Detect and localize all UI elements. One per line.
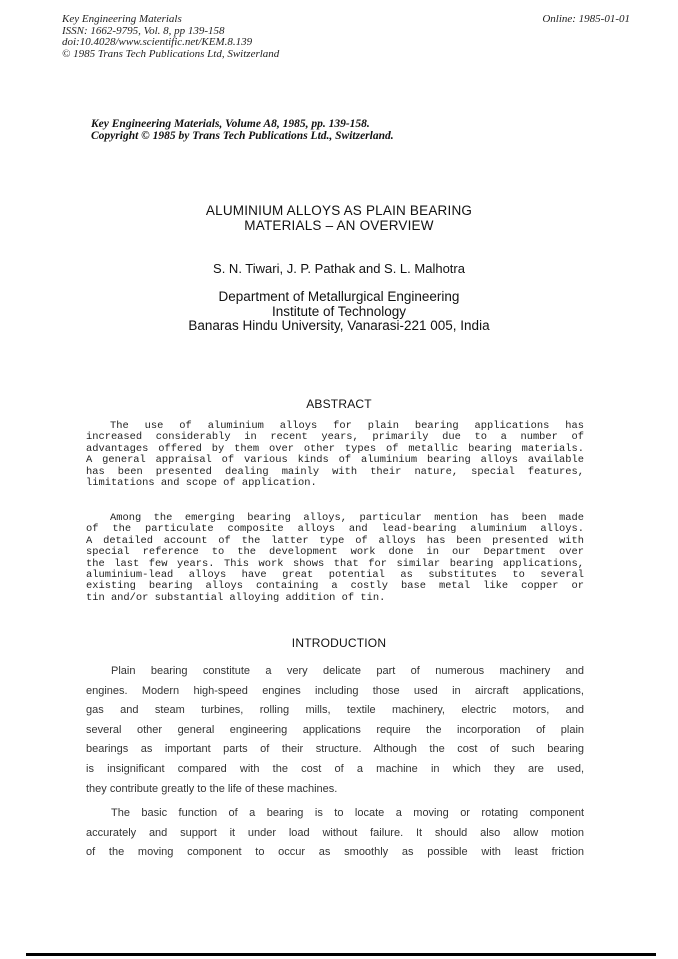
text-line: aluminium-lead alloys have great potential as substitutes to several bbox=[86, 568, 584, 581]
text-line: tin and/or substantial alloying addition of tin. bbox=[86, 591, 386, 604]
text-line: the last few years. This work shows that for similar bearing applications, bbox=[86, 557, 584, 570]
introduction-paragraph-1 bbox=[86, 662, 584, 799]
header-copyright: © 1985 Trans Tech Publications Ltd, Switzerland bbox=[62, 47, 280, 60]
authors: S. N. Tiwari, J. P. Pathak and S. L. Malhotra bbox=[213, 261, 465, 276]
title-line-1: ALUMINIUM ALLOYS AS PLAIN BEARING bbox=[205, 203, 473, 218]
abstract-paragraph-1 bbox=[86, 421, 584, 489]
citation-header bbox=[62, 14, 482, 60]
text-line: of the moving component to occur as smoothly as possible with least friction bbox=[86, 846, 584, 859]
text-line: several other general engineering applications require the incorporation of plain bbox=[86, 723, 584, 736]
header-journal: Key Engineering Materials bbox=[62, 13, 182, 25]
page-bottom-rule bbox=[26, 953, 656, 956]
text-line: A general appraisal of various kinds of aluminium bearing alloys available bbox=[86, 454, 584, 467]
copyright-line: Copyright © 1985 by Trans Tech Publications Ltd., Switzerland. bbox=[91, 130, 394, 142]
header-issn: ISSN: 1662-9795, Vol. 8, pp 139-158 bbox=[62, 24, 225, 37]
text-line: increased considerably in recent years, primarily due to a number of bbox=[86, 431, 584, 444]
text-line: A detailed account of the latter type of alloys has been presented with bbox=[86, 534, 584, 547]
text-line: special reference to the development work done in our Department over bbox=[86, 546, 584, 559]
text-line: engines. Modern high-speed engines including those used in aircraft applications, bbox=[86, 684, 584, 697]
online-date: Online: 1985-01-01 bbox=[542, 13, 630, 25]
text-line: Plain bearing constitute a very delicate part of numerous machinery and bbox=[111, 665, 584, 677]
abstract-paragraph-2 bbox=[86, 513, 584, 604]
journal-reference bbox=[91, 118, 611, 142]
journal-ref-line: Key Engineering Materials, Volume A8, 1985, pp. 139-158. bbox=[91, 118, 370, 130]
affiliation-institute: Institute of Technology bbox=[271, 303, 407, 319]
text-line: limitations and scope of application. bbox=[86, 476, 317, 489]
affiliation bbox=[60, 290, 618, 334]
text-line: advantages offered by them over other types of metallic bearing materials. bbox=[86, 442, 584, 455]
text-line: they contribute greatly to the life of these machines. bbox=[86, 782, 338, 795]
header-doi: doi:10.4028/www.scientific.net/KEM.8.139 bbox=[62, 36, 253, 48]
text-line: Among the emerging bearing alloys, particular mention has been made bbox=[110, 512, 584, 524]
text-line: The basic function of a bearing is to locate a moving or rotating component bbox=[111, 807, 584, 819]
text-line: existing bearing alloys containing a costly base metal like copper or bbox=[86, 580, 584, 593]
text-line: bearings as important parts of their structure. Although the cost of such bearing bbox=[86, 743, 584, 756]
text-line: of the particulate composite alloys and lead-bearing aluminium alloys. bbox=[86, 523, 584, 536]
affiliation-university: Banaras Hindu University, Vanarasi-221 005, India bbox=[188, 318, 490, 333]
text-line: The use of aluminium alloys for plain bearing applications has bbox=[110, 420, 584, 432]
paper-title bbox=[80, 203, 598, 233]
text-line: has been presented dealing mainly with their nature, special features, bbox=[86, 465, 584, 478]
text-line: is insignificant compared with the cost of a machine in which they are used, bbox=[86, 762, 584, 775]
introduction-heading: INTRODUCTION bbox=[291, 636, 387, 650]
text-line: accurately and support it under load without failure. It should also allow motion bbox=[86, 826, 584, 839]
affiliation-department: Department of Metallurgical Engineering bbox=[218, 289, 460, 304]
title-line-2: MATERIALS – AN OVERVIEW bbox=[244, 218, 434, 233]
introduction-paragraph-2 bbox=[86, 804, 584, 863]
abstract-heading: ABSTRACT bbox=[306, 397, 372, 411]
text-line: gas and steam turbines, rolling mills, textile machinery, electric motors, and bbox=[86, 704, 584, 717]
